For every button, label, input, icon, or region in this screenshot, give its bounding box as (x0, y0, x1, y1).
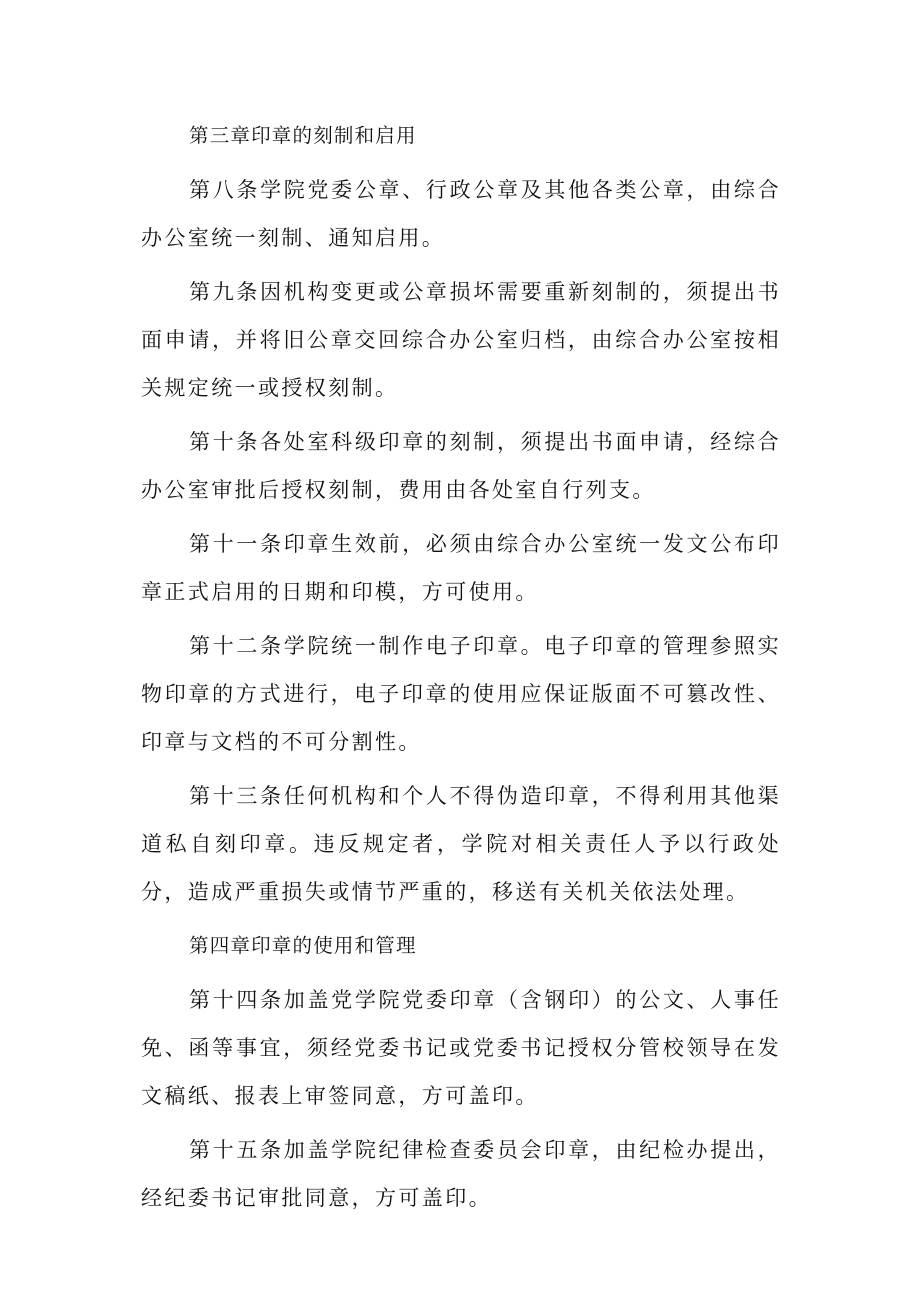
article-8: 第八条学院党委公章、行政公章及其他各类公章，由综合办公室统一刻制、通知启用。 (141, 178, 781, 250)
article-10: 第十条各处室科级印章的刻制，须提出书面申请，经综合办公室审批后授权刻制，费用由各处室自行列支。 (141, 430, 781, 502)
document-body (141, 112, 781, 1228)
article-12: 第十二条学院统一制作电子印章。电子印章的管理参照实物印章的方式进行，电子印章的使用应保证版面不可篡改性、印章与文档的不可分割性。 (141, 634, 781, 754)
chapter-4-heading: 第四章印章的使用和管理 (189, 934, 417, 957)
article-15: 第十五条加盖学院纪律检查委员会印章，由纪检办提出，经纪委书记审批同意，方可盖印。 (141, 1138, 781, 1210)
article-13: 第十三条任何机构和个人不得伪造印章，不得利用其他渠道私自刻印章。违反规定者，学院对相关责任人予以行政处分，造成严重损失或情节严重的，移送有关机关依法处理。 (141, 784, 781, 904)
chapter-3-heading: 第三章印章的刻制和启用 (189, 124, 417, 147)
article-14: 第十四条加盖党学院党委印章（含钢印）的公文、人事任免、函等事宜，须经党委书记或党委书记授权分管校领导在发文稿纸、报表上审签同意，方可盖印。 (141, 988, 781, 1108)
article-11: 第十一条印章生效前，必须由综合办公室统一发文公布印章正式启用的日期和印模，方可使用。 (141, 532, 781, 604)
article-9: 第九条因机构变更或公章损坏需要重新刻制的，须提出书面申请，并将旧公章交回综合办公室归档，由综合办公室按相关规定统一或授权刻制。 (141, 280, 781, 400)
